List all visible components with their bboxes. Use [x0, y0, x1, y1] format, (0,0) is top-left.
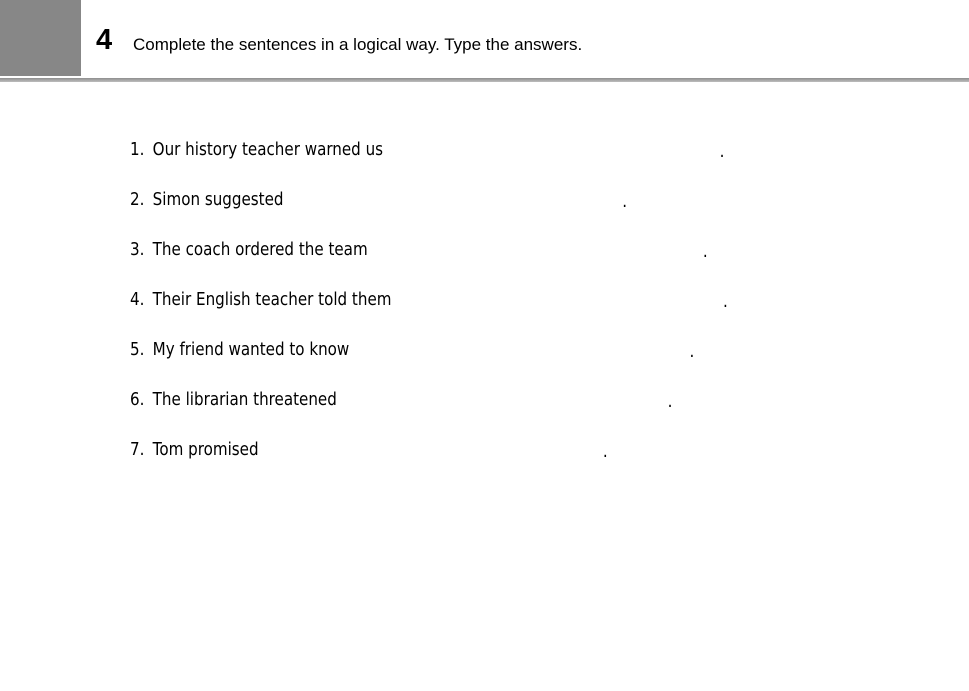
header-gray-block: [0, 0, 81, 76]
answer-input-7[interactable]: [269, 436, 610, 464]
answer-input-3[interactable]: [363, 236, 710, 264]
sentence-number: 1.: [130, 139, 145, 160]
sentence-number: 5.: [130, 339, 145, 360]
exercise-number: 4: [96, 24, 113, 56]
sentence-end: .: [689, 341, 695, 362]
sentence-number: 6.: [130, 389, 145, 410]
sentence-number: 4.: [130, 289, 145, 310]
answer-input-2[interactable]: [283, 186, 629, 214]
sentence-end: .: [723, 291, 728, 312]
exercise-instruction: Complete the sentences in a logical way. Type the answers.: [133, 35, 583, 54]
sentence-number: 7.: [130, 439, 145, 460]
answer-input-5[interactable]: [353, 336, 697, 364]
sentence-end: .: [702, 241, 708, 262]
sentence-prompt: The coach ordered the team: [152, 239, 368, 260]
sentence-prompt: Their English teacher told them: [152, 289, 392, 310]
sentence-prompt: Simon suggested: [152, 189, 284, 210]
sentence-prompt: Tom promised: [152, 439, 259, 460]
sentence-prompt: Our history teacher warned us: [152, 139, 384, 160]
answer-input-4[interactable]: [385, 286, 730, 314]
answer-input-1[interactable]: [379, 136, 727, 164]
sentence-number: 3.: [130, 239, 145, 260]
sentence-end: .: [719, 141, 725, 162]
sentence-prompt: My friend wanted to know: [152, 339, 350, 360]
sentence-prompt: The librarian threatened: [152, 389, 337, 410]
header-divider: [0, 78, 969, 82]
sentence-number: 2.: [130, 189, 145, 210]
answer-input-6[interactable]: [332, 386, 675, 414]
sentence-end: .: [622, 191, 628, 212]
exercise-header: [0, 0, 969, 78]
sentence-end: .: [667, 391, 673, 412]
sentence-end: .: [602, 441, 608, 462]
